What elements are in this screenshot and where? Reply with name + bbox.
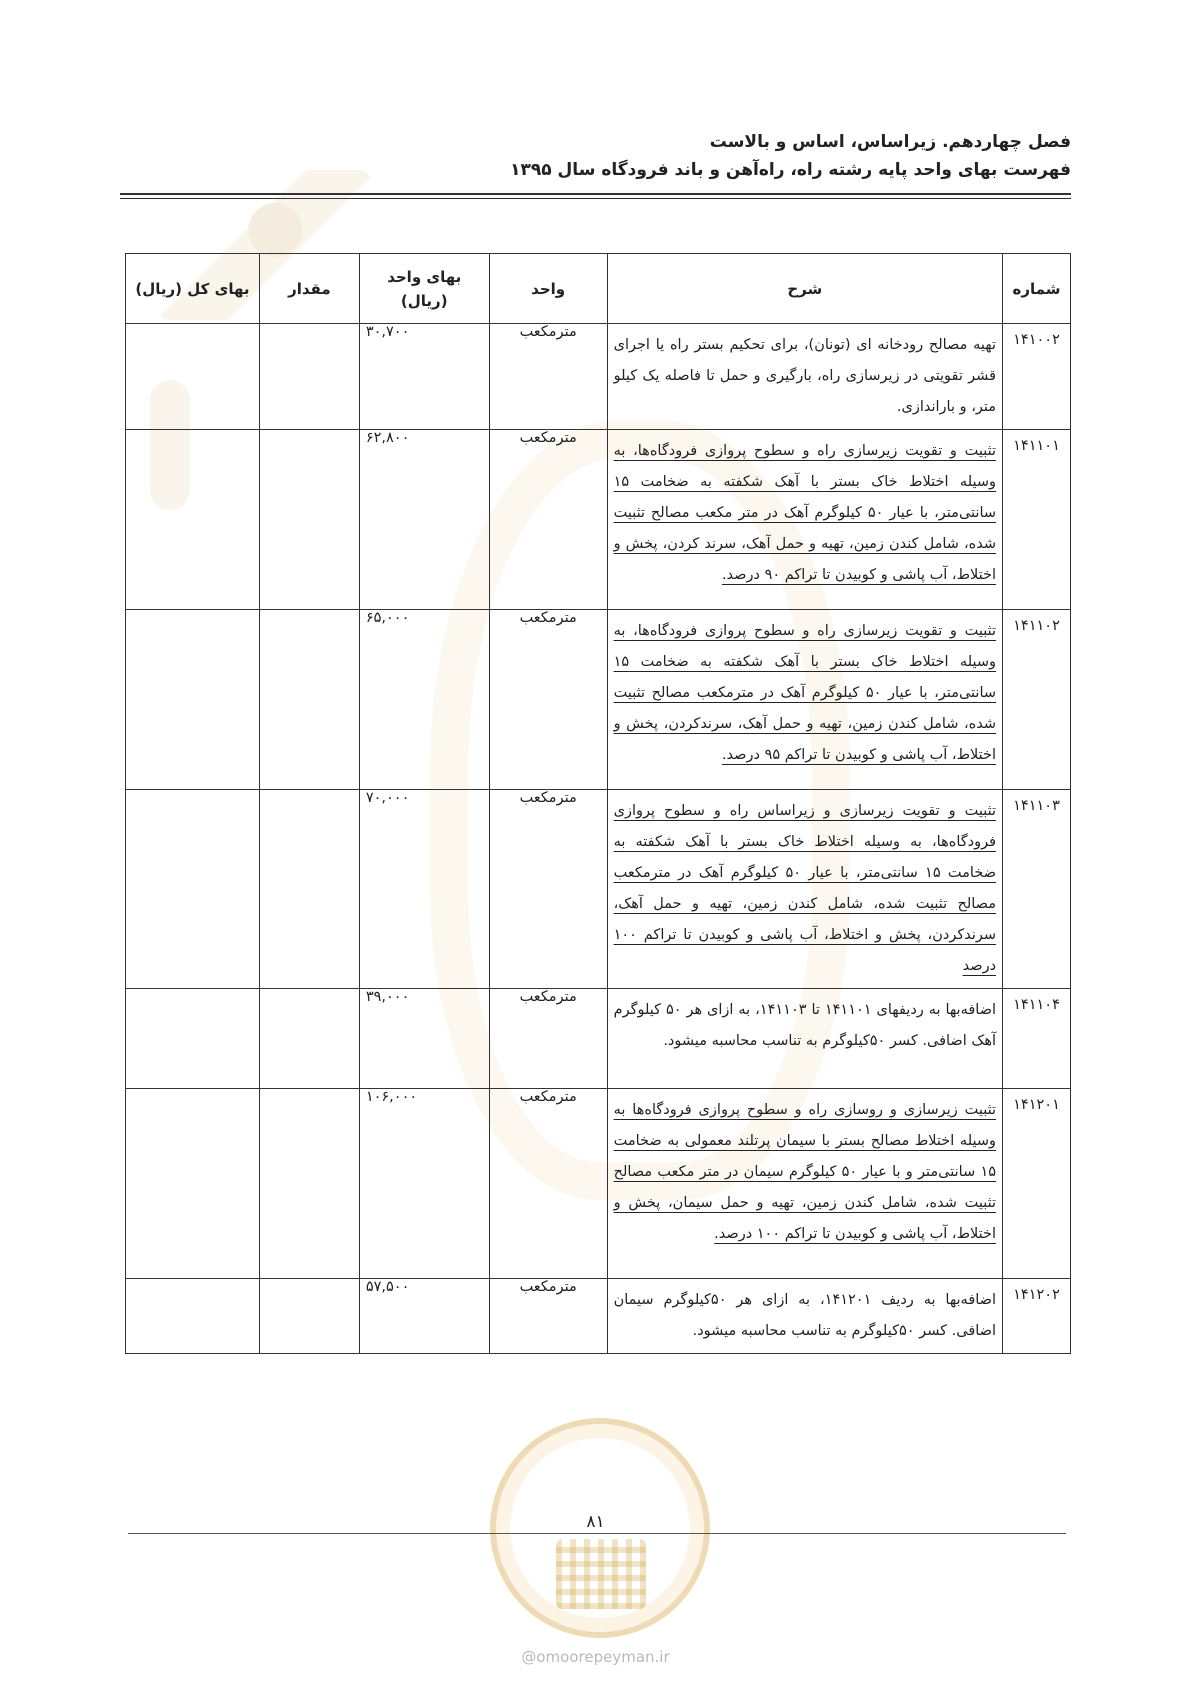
row-description [607,430,1002,610]
header-unit-price-currency: (ریال) [400,291,448,310]
row-description [607,790,1002,989]
row-unit: مترمکعب [489,790,607,989]
row-quantity [259,1279,359,1354]
price-list-title: فهرست بهای واحد پایه رشته راه، راه‌آهن و باند فرودگاه سال ۱۳۹۵ [510,160,1071,180]
row-unit-price-value: ۶۲,۸۰۰ [365,430,410,446]
row-description [607,610,1002,790]
row-total [126,1089,260,1279]
row-quantity [259,610,359,790]
row-description: تهیه مصالح رودخانه ای (تونان)، برای تحکیم بستر راه یا اجرای قشر تقویتی در زیرسازی راه، بارگیری و حمل تا فاصله یک کیلو متر، و باراندازی. [607,324,1002,430]
row-description [607,1089,1002,1279]
page-number: ۸۱ [586,1512,605,1532]
table-row [126,324,1071,430]
row-description-text: تثبیت و تقویت زیرسازی راه و سطوح پروازی فرودگاه‌ها، به وسیله اختلاط خاک بستر با آهک شکفته به ضخامت ۱۵ سانتی‌متر، با عیار ۵۰ کیلوگرم آهک در متر مکعب مصالح تثبیت شده، شامل کندن زمین، تهیه و حمل آهک، سرند کردن، پخش و اختلاط، آب پاشی و کوبیدن تا تراکم ۹۰ درصد. [613,443,997,583]
header-total-price: بهای کل (ریال) [126,254,260,324]
header-description: شرح [607,254,1002,324]
table-row [126,1089,1071,1279]
row-unit: مترمکعب [489,989,607,1089]
row-number: ۱۴۱۱۰۴ [1003,989,1071,1089]
price-table [125,253,1071,1354]
row-unit: مترمکعب [489,324,607,430]
row-unit-price [359,324,489,430]
row-unit-price-value: ۵۷,۵۰۰ [365,1279,410,1295]
row-unit: مترمکعب [489,430,607,610]
row-unit: مترمکعب [489,1089,607,1279]
table-header-row [126,254,1071,324]
row-number: ۱۴۱۱۰۳ [1003,790,1071,989]
row-unit-price-value: ۷۰,۰۰۰ [365,790,410,806]
page-header [120,128,1071,184]
row-number: ۱۴۱۰۰۲ [1003,324,1071,430]
row-quantity [259,430,359,610]
row-total [126,1279,260,1354]
row-total [126,324,260,430]
row-total [126,430,260,610]
seal-building-emblem [556,1539,646,1609]
row-total [126,790,260,989]
header-number: شماره [1003,254,1071,324]
footer-rule [128,1533,1066,1534]
row-unit-price-value: ۶۵,۰۰۰ [365,610,410,626]
row-description-text: تثبیت و تقویت زیرسازی راه و سطوح پروازی فرودگاه‌ها، به وسیله اختلاط خاک بستر با آهک شکفته به ضخامت ۱۵ سانتی‌متر، با عیار ۵۰ کیلوگرم آهک در مترمکعب مصالح تثبیت شده، شامل کندن زمین، تهیه و حمل آهک، سرندکردن، پخش و اختلاط، آب پاشی و کوبیدن تا تراکم ۹۵ درصد. [613,623,997,763]
row-unit-price [359,1089,489,1279]
row-unit-price-value: ۱۰۶,۰۰۰ [365,1089,418,1105]
row-quantity [259,790,359,989]
table-row [126,610,1071,790]
chapter-title: فصل چهاردهم. زیراساس، اساس و بالاست [709,132,1071,152]
row-description-text: تثبیت و تقویت زیرسازی و زیراساس راه و سطوح پروازی فرودگاه‌ها، به وسیله اختلاط خاک بستر با آهک شکفته به ضخامت ۱۵ سانتی‌متر، با عیار ۵۰ کیلوگرم آهک در مترمکعب مصالح تثبیت شده، شامل کندن زمین، تهیه و حمل آهک، سرندکردن، پخش و اختلاط، آب پاشی و کوبیدن تا تراکم ۱۰۰ درصد [613,803,997,974]
row-unit: مترمکعب [489,1279,607,1354]
row-description: اضافه‌بها به ردیف ۱۴۱۲۰۱، به ازای هر ۵۰کیلوگرم سیمان اضافی. کسر ۵۰کیلوگرم به تناسب محاسبه میشود. [607,1279,1002,1354]
table-row [126,989,1071,1089]
row-number: ۱۴۱۲۰۱ [1003,1089,1071,1279]
row-unit-price-value: ۳۹,۰۰۰ [365,989,410,1005]
row-number: ۱۴۱۱۰۲ [1003,610,1071,790]
website-credit: @omoorepeyman.ir [521,1648,670,1666]
row-number: ۱۴۱۱۰۱ [1003,430,1071,610]
row-unit: مترمکعب [489,610,607,790]
table-row [126,430,1071,610]
header-rule-thick [120,193,1071,195]
table-row [126,1279,1071,1354]
row-unit-price [359,989,489,1089]
row-unit-price [359,610,489,790]
row-quantity [259,1089,359,1279]
row-total [126,610,260,790]
header-unit: واحد [489,254,607,324]
header-unit-price [359,254,489,324]
row-unit-price [359,790,489,989]
row-number: ۱۴۱۲۰۲ [1003,1279,1071,1354]
row-unit-price [359,1279,489,1354]
row-unit-price [359,430,489,610]
row-description: اضافه‌بها به ردیفهای ۱۴۱۱۰۱ تا ۱۴۱۱۰۳، به ازای هر ۵۰ کیلوگرم آهک اضافی. کسر ۵۰کیلوگرم به تناسب محاسبه میشود. [607,989,1002,1089]
table-row [126,790,1071,989]
header-quantity: مقدار [259,254,359,324]
row-unit-price-value: ۳۰,۷۰۰ [365,324,410,340]
header-rule-thin [120,198,1071,199]
row-total [126,989,260,1089]
row-quantity [259,324,359,430]
row-description-text: تثبیت زیرسازی و روسازی راه و سطوح پروازی فرودگاه‌ها به وسیله اختلاط مصالح بستر با سیمان پرتلند معمولی به ضخامت ۱۵ سانتی‌متر و با عیار ۵۰ کیلوگرم سیمان در متر مکعب مصالح تثبیت شده، شامل کندن زمین، تهیه و حمل سیمان، پخش و اختلاط، آب پاشی و کوبیدن تا تراکم ۱۰۰ درصد. [613,1102,997,1242]
row-quantity [259,989,359,1089]
header-unit-price-label: بهای واحد [387,267,462,286]
